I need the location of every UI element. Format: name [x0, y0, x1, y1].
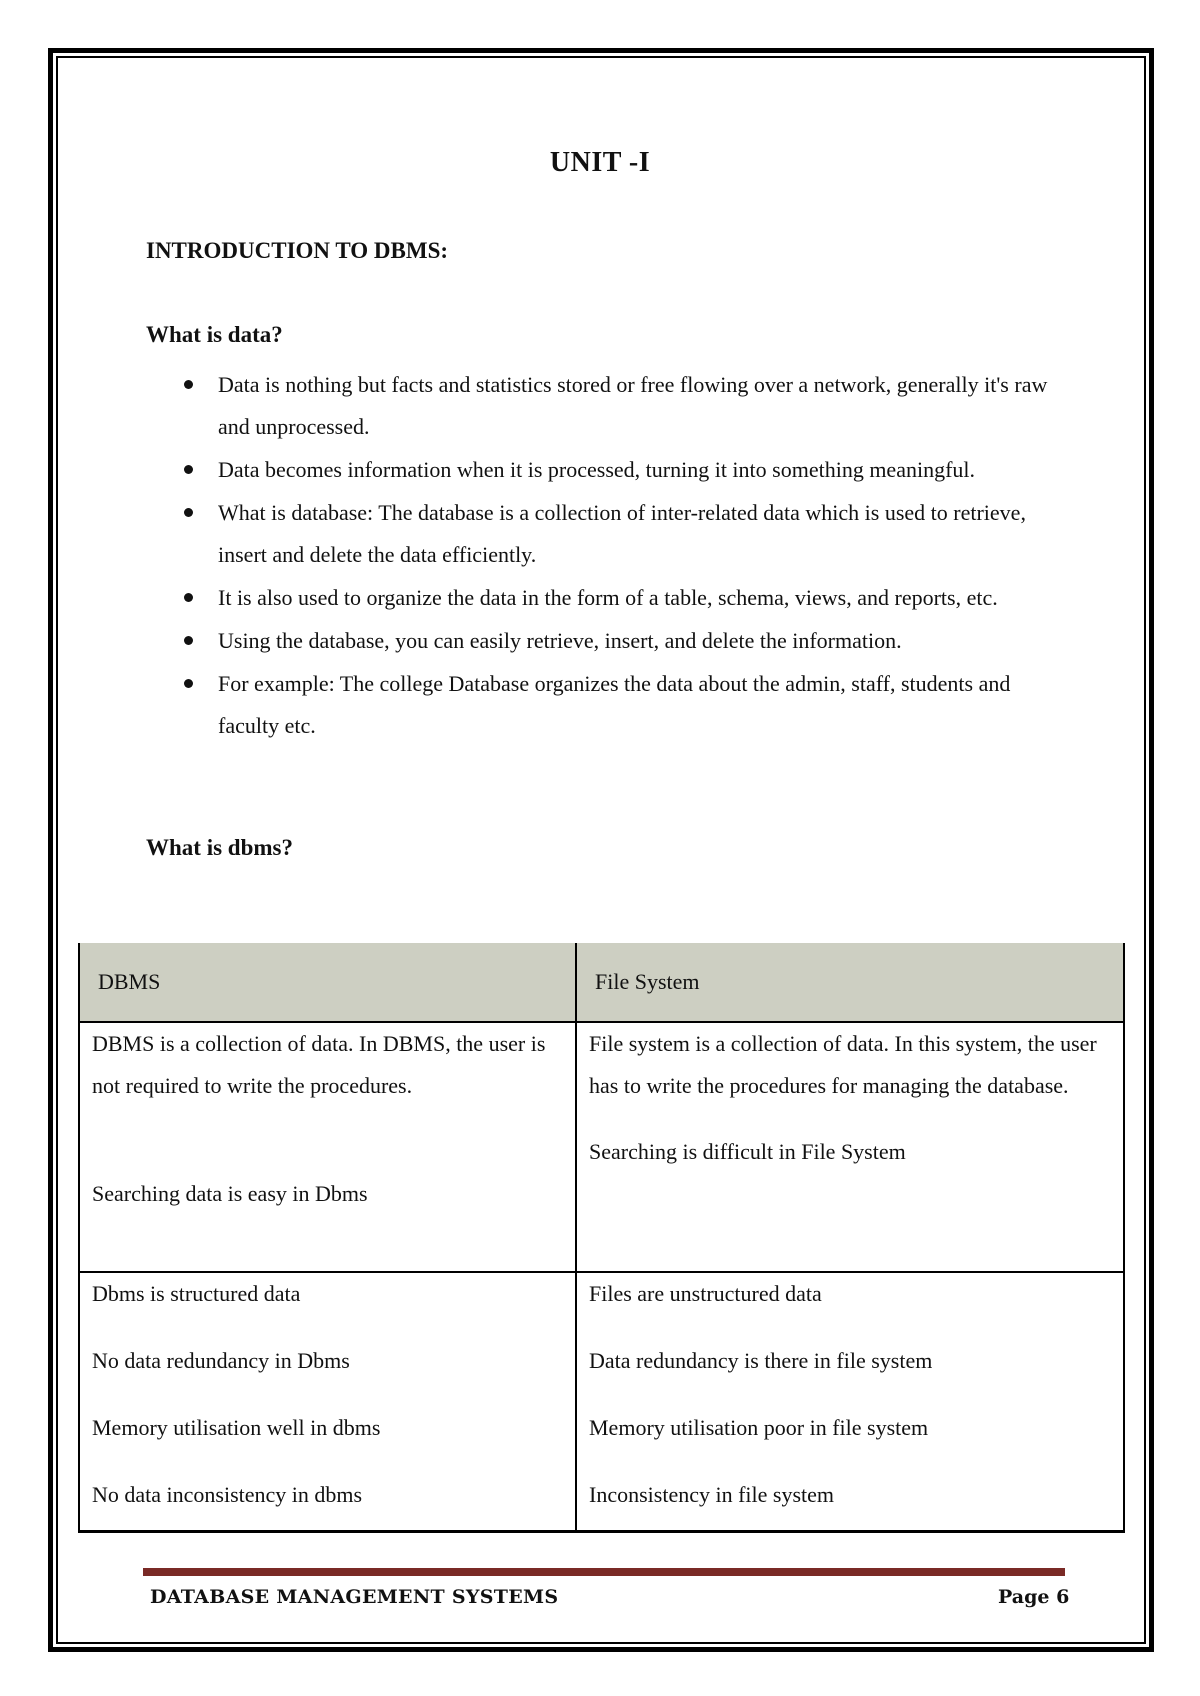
table-row — [79, 1272, 1124, 1532]
data-bullet-list — [146, 364, 1076, 748]
cell-text: Searching is difficult in File System — [589, 1139, 906, 1164]
table-cell-file-system — [576, 1022, 1124, 1272]
page-number: Page 6 — [998, 1586, 1070, 1608]
table-cell-dbms — [79, 1022, 576, 1272]
list-item — [146, 449, 1076, 491]
list-item — [146, 492, 1076, 576]
cell-text: Inconsistency in file system — [589, 1482, 835, 1507]
cell-text: DBMS is a collection of data. In DBMS, the user is not required to write the procedures. — [92, 1031, 546, 1098]
footer-title: DATABASE MANAGEMENT SYSTEMS — [150, 1586, 559, 1608]
cell-text: No data inconsistency in dbms — [92, 1482, 363, 1507]
table-header-file-system: File System — [576, 943, 1124, 1022]
what-is-dbms-heading: What is dbms? — [146, 835, 293, 860]
bullet-icon — [184, 679, 193, 688]
cell-text: File system is a collection of data. In this system, the user has to write the procedures for managing the database. — [589, 1031, 1097, 1098]
bullet-text: What is database: The database is a collection of inter-related data which is used to retrieve, insert and delete the data efficiently. — [218, 500, 1026, 567]
table-header-row — [79, 943, 1124, 1022]
bullet-text: It is also used to organize the data in the form of a table, schema, views, and reports, etc. — [218, 585, 998, 610]
list-item — [146, 620, 1076, 662]
dbms-vs-file-system-table — [78, 943, 1125, 1533]
table-row — [79, 1022, 1124, 1272]
cell-text: Files are unstructured data — [589, 1281, 822, 1306]
bullet-icon — [184, 508, 193, 517]
bullet-icon — [184, 465, 193, 474]
what-is-data-heading: What is data? — [146, 322, 283, 347]
cell-text: Searching data is easy in Dbms — [92, 1181, 368, 1206]
bullet-text: Data is nothing but facts and statistics stored or free flowing over a network, generally it's raw and unprocessed. — [218, 372, 1048, 439]
cell-text: Memory utilisation well in dbms — [92, 1415, 381, 1440]
bullet-text: For example: The college Database organizes the data about the admin, staff, students and faculty etc. — [218, 671, 1011, 738]
unit-title: UNIT -I — [549, 147, 651, 178]
bullet-icon — [184, 593, 193, 602]
cell-text: No data redundancy in Dbms — [92, 1348, 350, 1373]
bullet-text: Data becomes information when it is processed, turning it into something meaningful. — [218, 457, 976, 482]
bullet-icon — [184, 380, 193, 389]
table-cell-dbms — [79, 1272, 576, 1532]
table-cell-file-system — [576, 1272, 1124, 1532]
cell-text: Data redundancy is there in file system — [589, 1348, 933, 1373]
intro-heading: INTRODUCTION TO DBMS: — [146, 238, 449, 263]
list-item — [146, 663, 1076, 747]
list-item — [146, 364, 1076, 448]
list-item — [146, 577, 1076, 619]
cell-text: Memory utilisation poor in file system — [589, 1415, 929, 1440]
table-header-dbms: DBMS — [79, 943, 576, 1022]
cell-text: Dbms is structured data — [92, 1281, 301, 1306]
bullet-text: Using the database, you can easily retrieve, insert, and delete the information. — [218, 628, 902, 653]
bullet-icon — [184, 636, 193, 645]
footer-rule — [143, 1568, 1065, 1576]
